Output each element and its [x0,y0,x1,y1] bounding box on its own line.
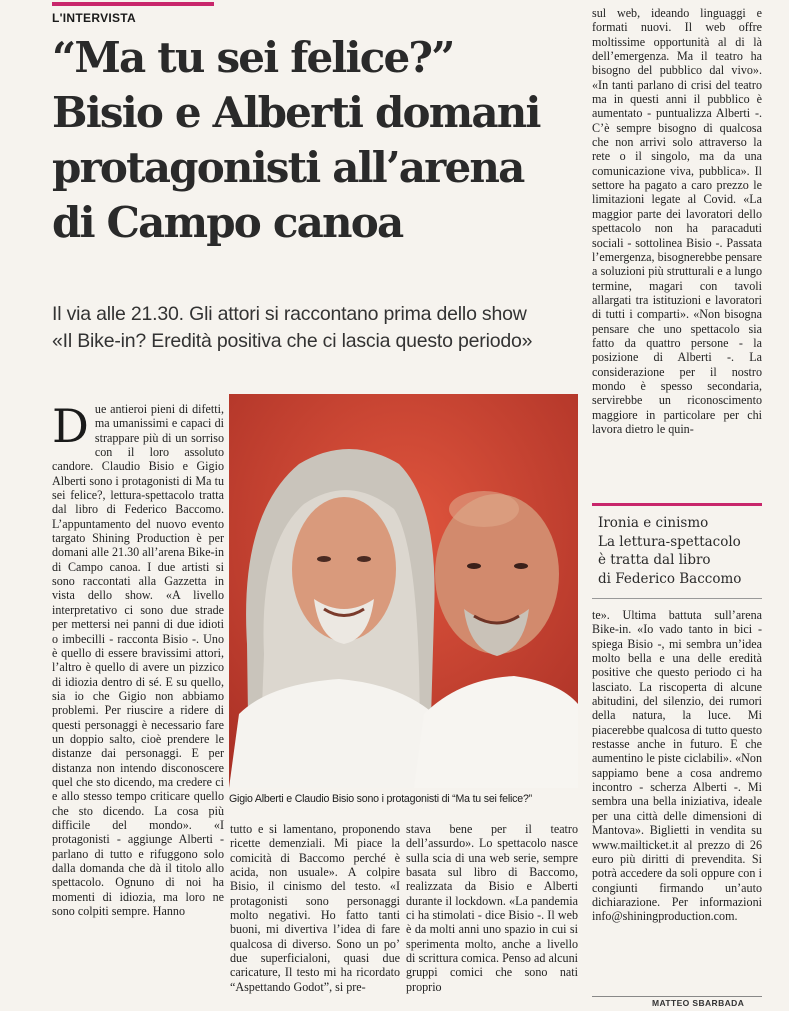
headline-line: di Campo canoa [52,198,403,247]
article-column-5 [592,608,762,924]
photo-caption: Gigio Alberti e Claudio Bisio sono i protagonisti di “Ma tu sei felice?” [229,793,532,805]
pullquote-divider [592,598,762,599]
pullquote-line: Ironia e cinismo [598,515,709,531]
headline-line: “Ma tu sei felice?” [52,33,454,82]
section-accent-rule [52,2,214,6]
pullquote-line: di Federico Baccomo [598,570,742,587]
pullquote-accent-rule [592,503,762,506]
drop-cap: D [52,399,89,453]
article-column-4 [592,6,762,436]
article-text: tutto e si lamentano, proponendo ricette demenziali. Mi piace la comicità di Baccomo perché è acida, non usuale». A colpire Bisio, il cinismo del testo. «I protagonisti sono personaggi molto negativi. Ho fatto tanti buoni, mi divertiva l’idea di fare qualcosa di diverso. Sono un po’ due superficialoni, quasi due caricature, Il testo mi ha ricordato “Aspettando Godot”, si pre- [230,822,400,994]
pullquote [598,514,768,588]
byline-divider [592,996,762,997]
headline [52,30,572,250]
article-column-1 [52,399,224,919]
article-text: ue antieroi pieni di difetti, ma umanissimi e capaci di strappare più di un sorriso con il loro assoluto candore. Claudio Bisio e Gigio Alberti sono i protagonisti di Ma tu sei felice?, lettura-spettacolo tratta dal libro di Federico Baccomo. L’appuntamento del nuovo evento targato Shining Production è per domani alle 21.30 all’arena Bike-in di Campo canoa. I due artisti si sono raccontati alla Gazzetta in vista dello show. «A livello interpretativo ci sono due strade per mettersi nei panni di due idioti o imbecilli - racconta Bisio -. Uno è quello di essere bravissimi attori, l’altro è quello di avere un pizzico di idiozia dentro di sé. E su quello, sia io che Gigio non abbiamo problemi. Per riuscire a ridere di questi personaggi è necessario fare un doppio salto, cioè prendere le distanze dai personaggi. E per distanza non intendo disconoscere quel che sto dicendo, ma credere ci e allo stesso tempo criticare quello che sto dicendo. La cosa più difficile del mondo». «I protagonisti - aggiunge Alberti - parlano di tutto e rifuggono solo dalla domanda che dà il titolo allo spettacolo. Ognuno di noi ha momenti di idiozia, ma loro ne sono colpiti sempre. Hanno [52,402,224,919]
article-text: stava bene per il teatro dell’assurdo». Lo spettacolo nasce sulla scia di una web serie, sempre basata sul libro di Baccomo, realizzata da Bisio e Alberti durante il lockdown. «La pandemia ci ha stimolati - dice Bisio -. Il web è da molti anni uno spazio in cui si sperimenta molto, anche a livello di scrittura comica. Penso ad alcuni gruppi comici che sono nati proprio [406,822,578,994]
byline: MATTEO SBARBADA [652,998,745,1008]
photo-illustration [229,394,578,788]
article-text: te». Ultima battuta sull’arena Bike-in. «Io vado tanto in bici - spiega Bisio -, mi sembra un’idea molto bella e una delle eredità positive che questo periodo ci ha lasciato. La riscoperta di alcune abitudini, del silenzio, dei rumori della natura, la luce. Mi piacerebbe qualcosa di tutto questo restasse anche in futuro. E che aumentino le piste ciclabili». «Non sappiamo bene a cosa andremo incontro - scherza Alberti -. Mi sembra una bella iniziativa, ideale per una città delle dimensioni di Mantova». Biglietti in vendita su www.mailticket.it al prezzo di 26 euro più diritti di prevendita. Si potrà accedere da soli oppure con i congiunti firmando un’auto dichiarazione. Per informazioni info@shiningproduction.com. [592,608,762,924]
article-photo [229,394,578,788]
section-label: L'INTERVISTA [52,11,137,25]
pullquote-line: è tratta dal libro [598,552,711,568]
article-column-3 [406,822,578,994]
article-column-2 [230,822,400,994]
headline-line: Bisio e Alberti domani [52,88,540,137]
headline-line: protagonisti all’arena [52,143,524,192]
subheadline-line: Il via alle 21.30. Gli attori si raccontano prima dello show [52,303,527,325]
subheadline-line: «Il Bike-in? Eredità positiva che ci lascia questo periodo» [52,330,533,352]
article-text: sul web, ideando linguaggi e formati nuovi. Il web offre moltissime opportunità al di là dell’emergenza. Ma il teatro ha bisogno del pubblico dal vivo». «In tanti parlano di crisi del teatro ma in questi anni il pubblico è aumentato - puntualizza Alberti -. C’è sempre bisogno di qualcosa che non arrivi solo attraverso la rete o il singolo, ma da una comunicazione viva, pubblica». Il settore ha pagato a caro prezzo le limitazioni legate al Covid. «La maggior parte dei lavoratori dello spettacolo non ha paracaduti sociali - sottolinea Bisio -. Passata l’emergenza, bisognerebbe pensare a soluzioni più strutturali e a lungo termine, magari con tavoli allargati tra istituzioni e lavoratori di tutti i comparti». «Non bisogna pensare che uno spettacolo sia fatto da quattro persone - la posizione di Alberti -. La considerazione per il nostro mondo è spesso secondaria, servirebbe un riconoscimento maggiore in particolare per chi lavora dietro le quin- [592,6,763,436]
subheadline [52,301,572,355]
pullquote-line: La lettura-spettacolo [598,533,741,550]
